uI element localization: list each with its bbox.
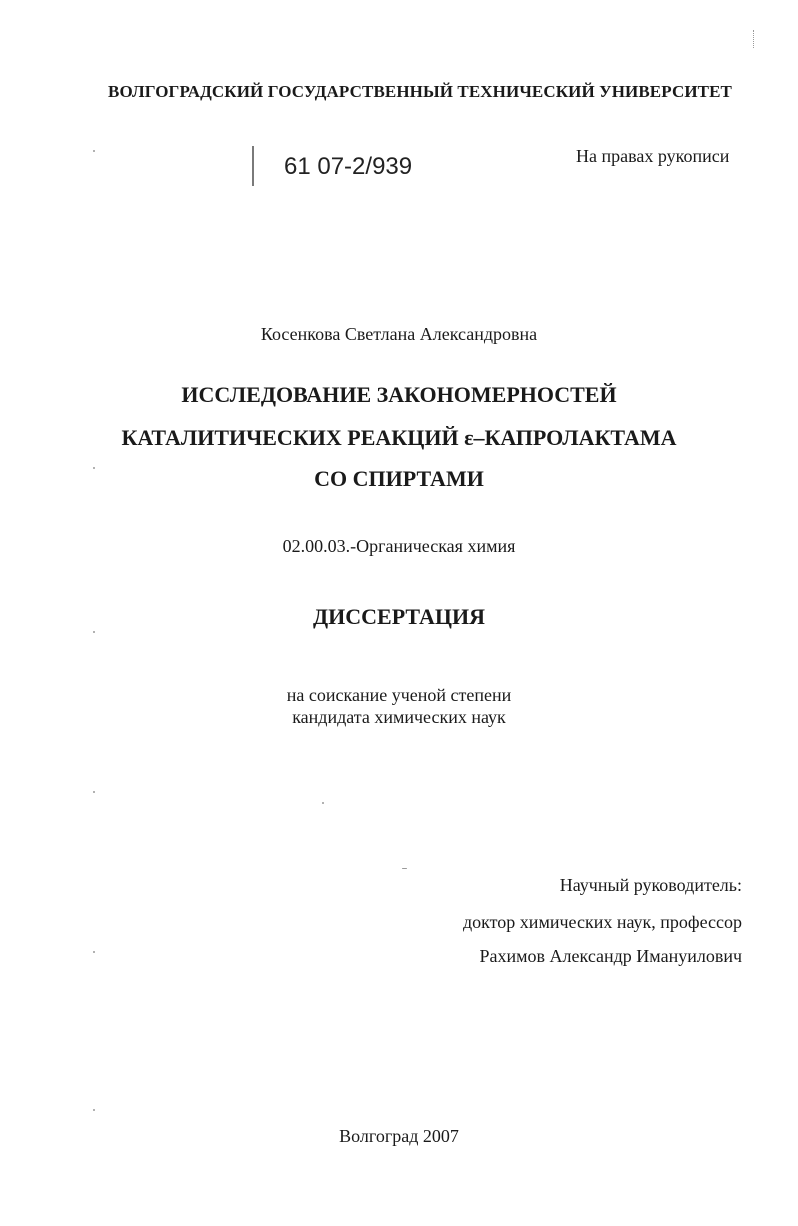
supervisor-label: Научный руководитель: [559,875,742,895]
archive-stamp-number: 61 07-2/939 [284,153,413,180]
specialty-code: 02.00.03.-Органическая химия [282,536,516,556]
stamp-divider [252,146,254,186]
degree-line-2: кандидата химических наук [292,707,506,727]
university-name: ВОЛГОГРАДСКИЙ ГОСУДАРСТВЕННЫЙ ТЕХНИЧЕСКИЙ УНИВЕРСИТЕТ [108,82,732,101]
degree-line-1: на соискание ученой степени [286,685,512,705]
thesis-title-line-3: СО СПИРТАМИ [314,466,484,491]
scan-speck [402,868,407,869]
supervisor-title: доктор химических наук, профессор [463,912,742,932]
author-name: Косенкова Светлана Александровна [260,324,538,344]
scan-edge-mark [750,30,754,48]
scan-speck [93,150,95,152]
city-year: Волгоград 2007 [339,1126,459,1146]
scan-speck [93,631,95,633]
scan-speck [93,467,95,469]
rights-note: На правах рукописи [576,146,730,166]
scan-speck [93,791,95,793]
document-type: ДИССЕРТАЦИЯ [313,604,485,629]
thesis-title-line-2: КАТАЛИТИЧЕСКИХ РЕАКЦИЙ ε–КАПРОЛАКТАМА [121,425,677,450]
scan-speck [322,802,324,804]
thesis-title-line-1: ИССЛЕДОВАНИЕ ЗАКОНОМЕРНОСТЕЙ [181,382,617,407]
scan-speck [93,951,95,953]
supervisor-name: Рахимов Александр Имануилович [479,946,742,966]
scan-speck [93,1109,95,1111]
